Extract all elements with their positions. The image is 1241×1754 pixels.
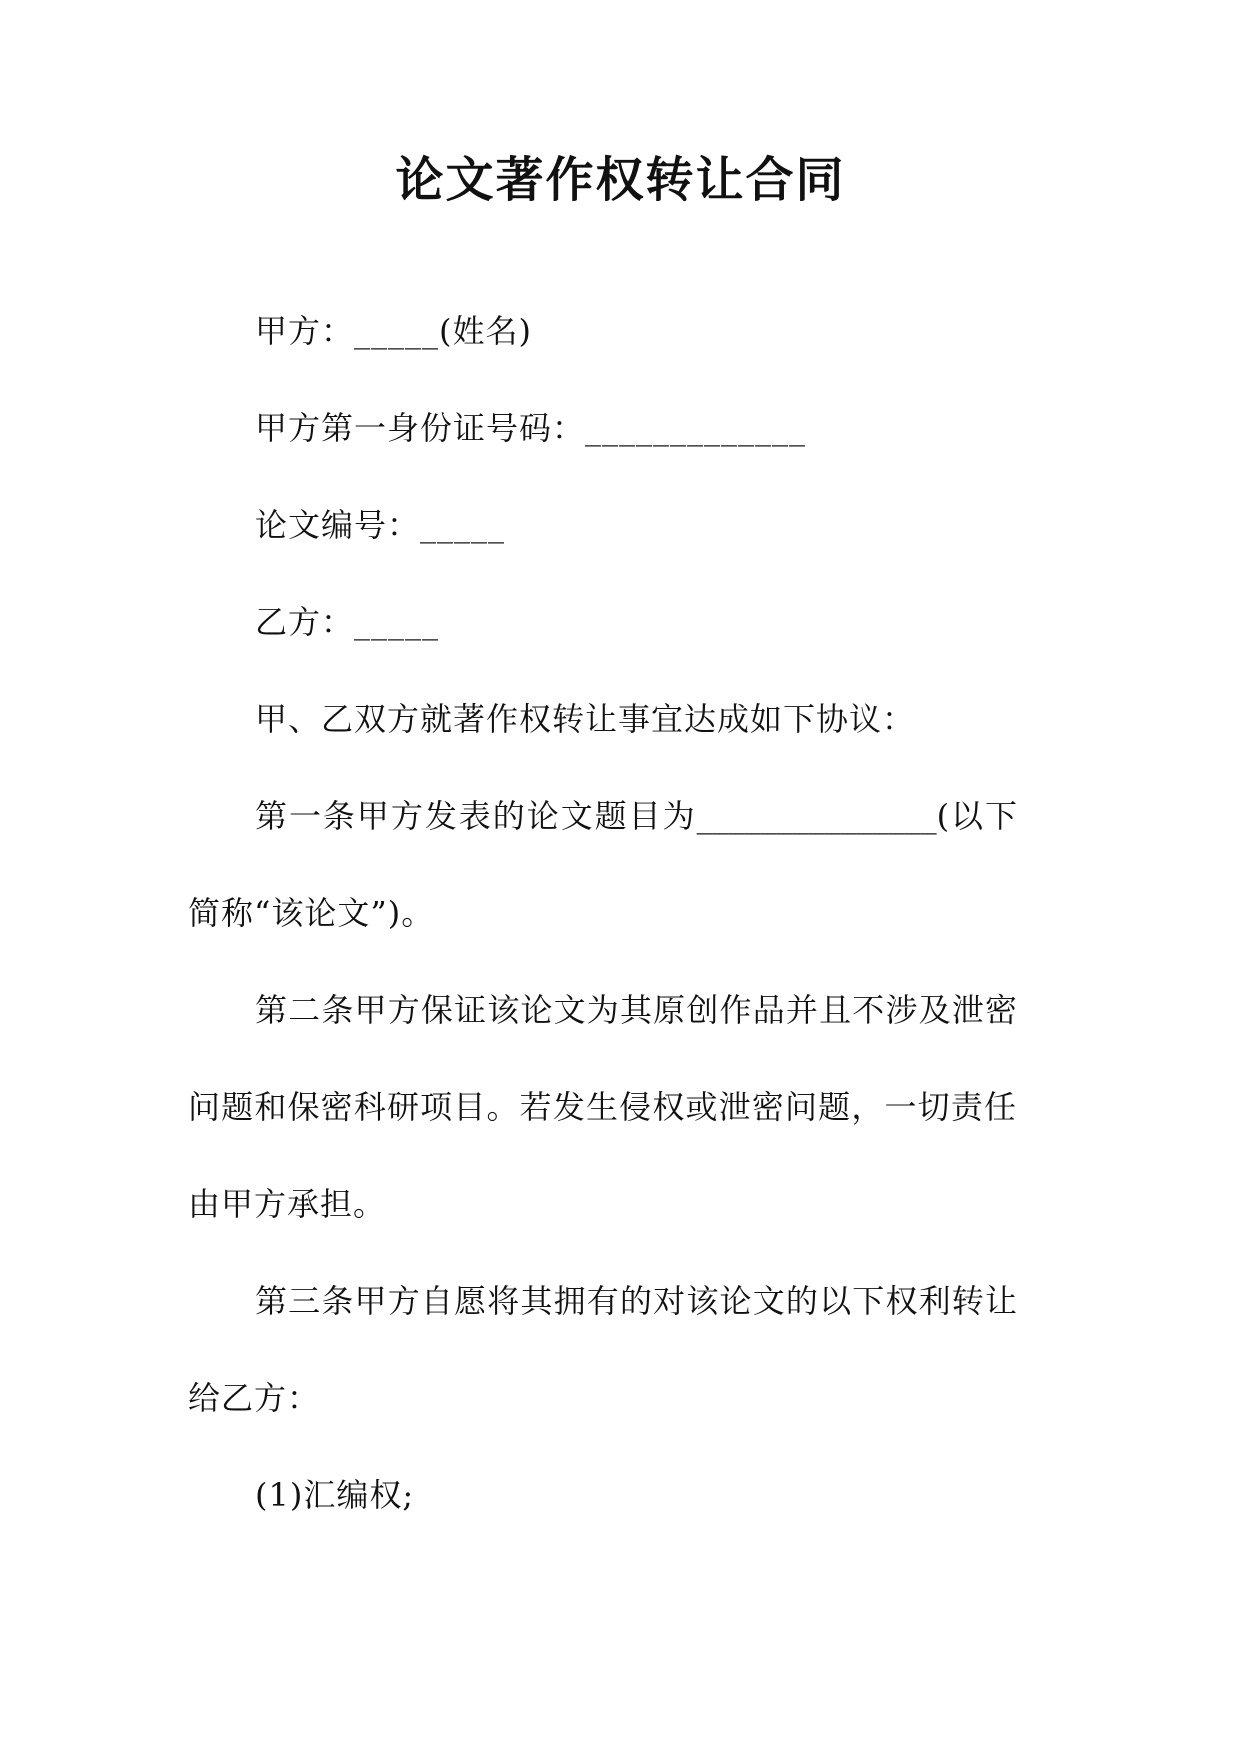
party-b-line: 乙方：_____ xyxy=(255,603,440,641)
right-item-1: (1)汇编权; xyxy=(255,1476,415,1514)
party-a-id-line: 甲方第一身份证号码：_____________ xyxy=(255,409,807,447)
agreement-intro-line: 甲、乙双方就著作权转让事宜达成如下协议： xyxy=(255,700,916,738)
paper-number-line: 论文编号：_____ xyxy=(255,506,506,544)
article-3-line-2: 给乙方： xyxy=(188,1379,321,1417)
document-title: 论文著作权转让合同 xyxy=(395,152,846,208)
article-3-line-1: 第三条甲方自愿将其拥有的对该论文的以下权利转让 xyxy=(255,1282,1017,1320)
article-1-line-1: 第一条甲方发表的论文题目为_______________(以下 xyxy=(255,797,1017,835)
party-a-name-line: 甲方：_____(姓名) xyxy=(255,312,532,350)
article-2-line-1: 第二条甲方保证该论文为其原创作品并且不涉及泄密 xyxy=(255,991,1017,1029)
article-2-line-2: 问题和保密科研项目。若发生侵权或泄密问题，一切责任 xyxy=(188,1088,1016,1126)
article-1-line-2: 简称“该论文”)。 xyxy=(188,894,435,932)
article-2-line-3: 由甲方承担。 xyxy=(188,1185,387,1223)
